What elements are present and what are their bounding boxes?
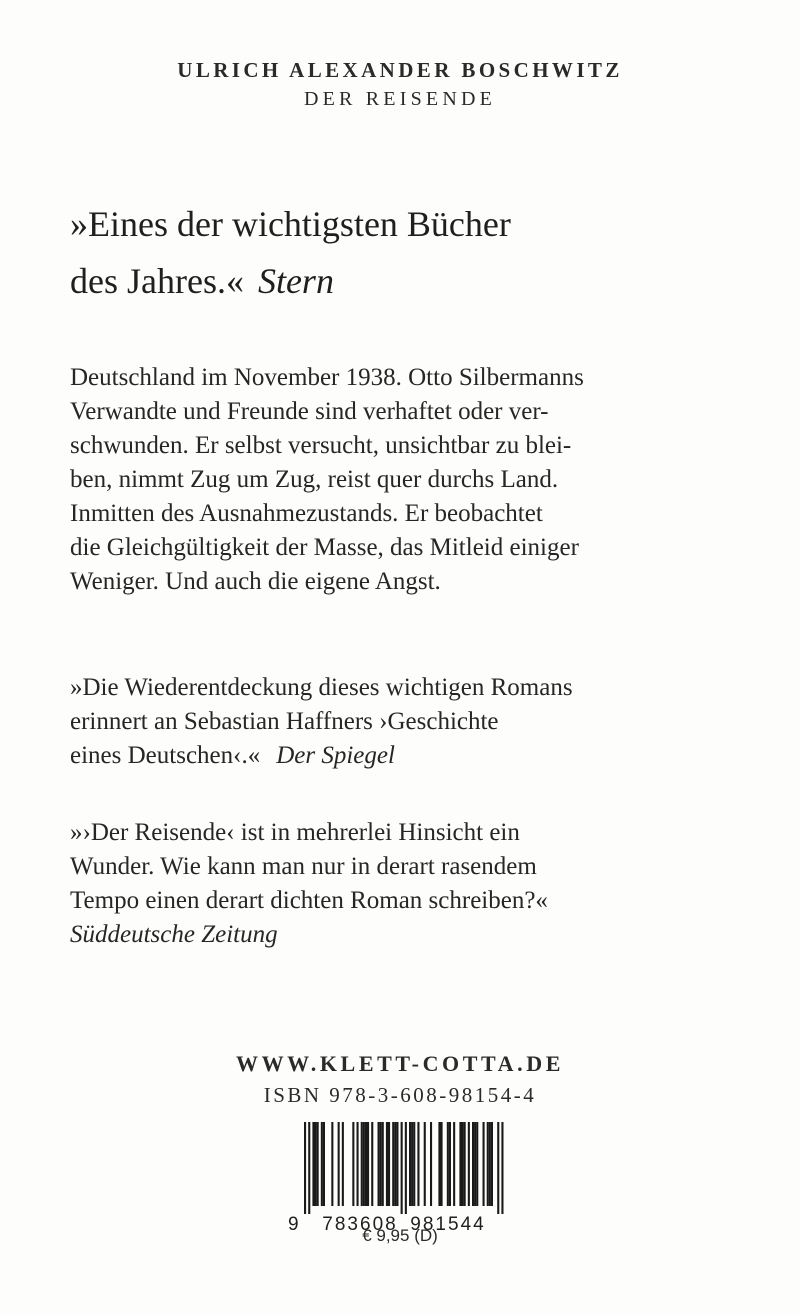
barcode-bar [483,1122,485,1206]
barcode-bar [487,1122,489,1206]
barcode-bar [462,1122,464,1206]
quote-source: Süddeutsche Zeitung [70,921,278,948]
barcode-bar [491,1122,493,1206]
barcode-bar [396,1122,398,1206]
description-line: Weniger. Und auch die eigene Angst. [70,568,441,595]
barcode-bar [497,1122,499,1214]
barcode-bar [474,1122,476,1206]
barcode-bar [409,1122,411,1206]
barcode-bar [449,1122,451,1206]
barcode-bar [386,1122,388,1206]
barcode-bar [378,1122,380,1206]
barcode-bar [304,1122,306,1214]
barcode-bar [357,1122,359,1206]
barcode-bar [489,1122,491,1206]
barcode-bar [476,1122,478,1206]
barcode-bar [361,1122,363,1206]
barcode-bar [317,1122,319,1206]
barcode-bar [441,1122,443,1206]
barcode-bar [424,1122,426,1206]
description-line: Verwandte und Freunde sind verhaftet oder ver- [70,398,549,425]
barcode-bar [411,1122,413,1206]
barcode-first-digit: 9 [288,1214,299,1235]
barcode-bar [321,1122,323,1206]
barcode-bar [382,1122,384,1206]
book-description [70,361,750,599]
quote-source: Der Spiegel [276,742,395,769]
barcode-bar [401,1122,403,1214]
description-line: Deutschland im November 1938. Otto Silbermanns [70,364,584,391]
barcode-bar [394,1122,396,1206]
barcode-bar [464,1122,466,1206]
headline-line-1: »Eines der wichtigsten Bücher [70,204,511,244]
headline-quote [70,196,750,310]
barcode-bar [472,1122,474,1206]
barcode-bar [363,1122,365,1206]
book-title: DER REISENDE [303,88,497,110]
description-line: die Gleichgültigkeit der Masse, das Mitleid einiger [70,534,579,561]
barcode-bar [405,1122,407,1214]
quote-line: Wunder. Wie kann man nur in derart rasendem [70,853,537,880]
headline-line-2-text: des Jahres.« [70,261,244,301]
quote-line: erinnert an Sebastian Haffners ›Geschichte [70,708,499,735]
quote-line: »Die Wiederentdeckung dieses wichtigen Romans [70,674,573,701]
headline-line-2 [70,253,750,310]
barcode-bar [380,1122,382,1206]
publisher-website: WWW.KLETT-COTTA.DE [235,1051,565,1076]
price-label: € 9,95 (D) [362,1226,438,1245]
barcode-bar [331,1122,333,1206]
review-quote-spiegel [70,671,750,773]
quote-line [70,739,750,773]
isbn-number: ISBN 978-3-608-98154-4 [263,1083,537,1107]
description-line: schwunden. Er selbst versucht, unsichtbar zu blei- [70,432,572,459]
author-name: ULRICH ALEXANDER BOSCHWITZ [177,58,623,82]
barcode-bar [388,1122,390,1206]
barcode-bar [338,1122,340,1206]
barcode-bar [323,1122,325,1206]
barcode-bar [438,1122,440,1206]
review-quote-sueddeutsche [70,816,750,952]
barcode-bar [417,1122,419,1206]
quote-line-text: eines Deutschen‹.« [70,742,261,769]
barcode-bar [413,1122,415,1206]
barcode-bar [312,1122,314,1206]
barcode-left-digits: 783608 [322,1214,398,1235]
barcode-graphic [288,1120,516,1236]
quote-line: »›Der Reisende‹ ist in mehrerlei Hinsicht ein [70,819,520,846]
barcode-bar [315,1122,317,1206]
barcode [288,1120,516,1236]
description-line: ben, nimmt Zug um Zug, reist quer durchs Land. [70,466,559,493]
barcode-bar [365,1122,367,1206]
headline-source: Stern [257,261,334,301]
barcode-bar [468,1122,470,1206]
quote-line: Tempo einen derart dichten Roman schreiben?« [70,887,548,914]
barcode-bar [352,1122,354,1206]
barcode-bar [501,1122,503,1214]
barcode-bar [430,1122,432,1206]
barcode-bar [459,1122,461,1206]
barcode-bar [392,1122,394,1206]
barcode-bar [453,1122,455,1206]
barcode-bar [367,1122,369,1206]
barcode-bar [371,1122,373,1206]
barcode-right-digits: 981544 [410,1214,486,1235]
description-line: Inmitten des Ausnahmezustands. Er beobachtet [70,500,543,527]
barcode-bar [308,1122,310,1214]
barcode-bar [342,1122,344,1206]
barcode-bar [447,1122,449,1206]
